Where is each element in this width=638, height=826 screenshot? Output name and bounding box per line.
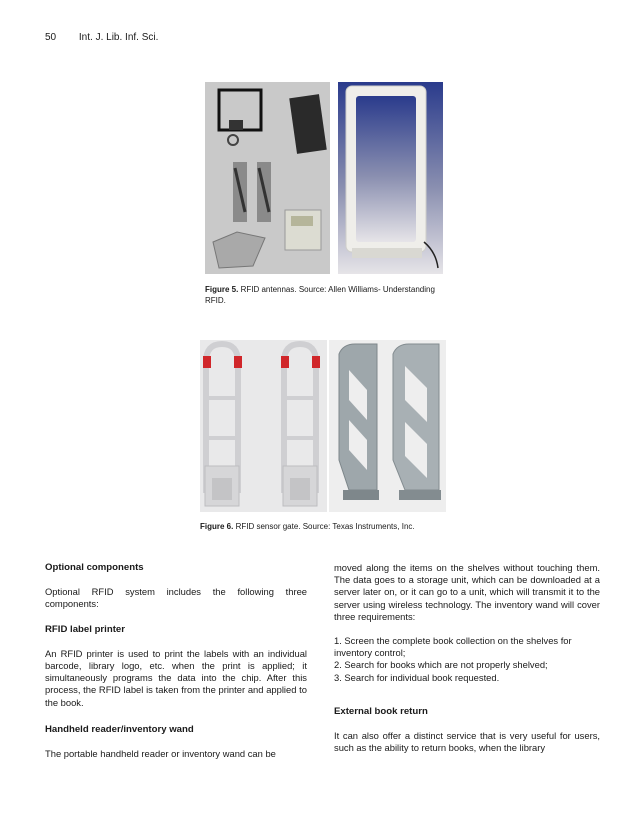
page-number: 50: [45, 32, 57, 43]
para-external-book-return: It can also offer a distinct service that is very useful for users, such as the ability to return books, when the library: [334, 730, 600, 754]
heading-external-book-return: External book return: [334, 705, 428, 717]
figure6-panel-gates-photo: [329, 340, 446, 512]
figure6-sensor-gates-photo: [200, 340, 327, 512]
para-wand-continued: moved along the items on the shelves without touching them. The data goes to a storage unit, which can be downloaded at a server later on, or it can go to a unit, which will transmit it to the server using wireless technology. The inventory wand will cover three requirements:: [334, 562, 600, 622]
figure5-caption: [205, 284, 445, 306]
heading-handheld-reader: Handheld reader/inventory wand: [45, 723, 194, 735]
journal-name: Int. J. Lib. Inf. Sci.: [78, 32, 159, 43]
figure5-caption-text: RFID antennas. Source: Allen Williams- Understanding RFID.: [205, 285, 435, 305]
figure6-caption-text: RFID sensor gate. Source: Texas Instruments, Inc.: [235, 522, 415, 531]
figure6-caption: [200, 521, 446, 532]
heading-optional-components: Optional components: [45, 562, 144, 573]
figure5-label: Figure 5.: [205, 285, 239, 294]
para-optional-components: Optional RFID system includes the following three components:: [45, 586, 307, 610]
heading-rfid-label-printer: RFID label printer: [45, 623, 125, 635]
figure5-frame-antenna-photo: [338, 82, 443, 274]
running-header: [45, 32, 158, 43]
figure5-antennas-photo: [205, 82, 330, 274]
requirement-item: 3. Search for individual book requested.: [334, 671, 500, 683]
figure6-label: Figure 6.: [200, 522, 234, 531]
para-handheld-reader: The portable handheld reader or inventory wand can be: [45, 748, 276, 760]
requirement-item: 1. Screen the complete book collection on the shelves for inventory control;: [334, 635, 572, 659]
requirement-item: 2. Search for books which are not properly shelved;: [334, 659, 548, 671]
right-column: [334, 562, 600, 754]
left-column: [45, 562, 307, 760]
requirements-list: [334, 635, 600, 684]
para-rfid-label-printer: An RFID printer is used to print the labels with an individual barcode, library logo, etc. when the print is applied; it simultaneously programs the data into the chip. After this process, the RFID label is taken from the printer and applied to the book.: [45, 647, 307, 708]
